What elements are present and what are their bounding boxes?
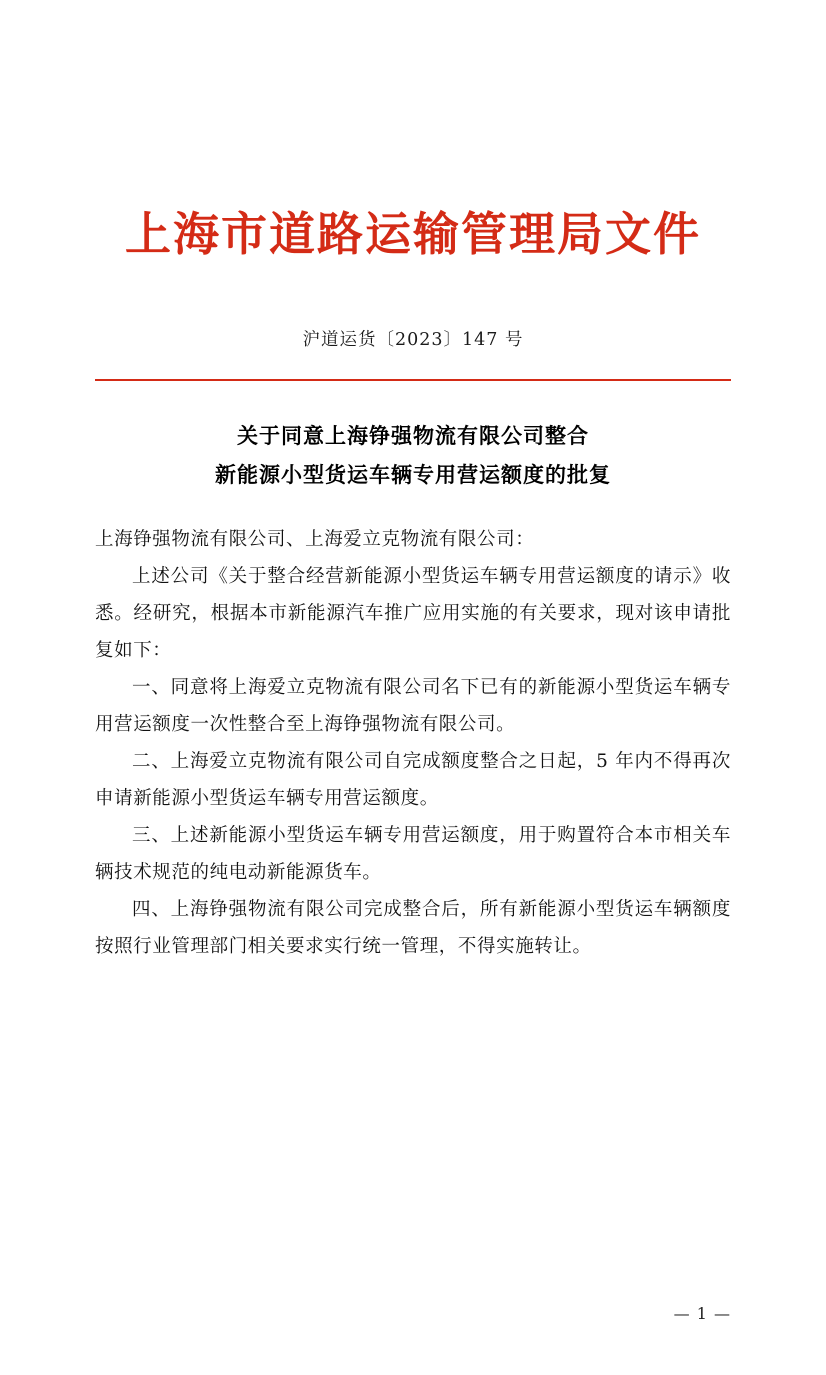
document-body	[95, 521, 731, 965]
body-paragraph-2: 一、同意将上海爱立克物流有限公司名下已有的新能源小型货运车辆专用营运额度一次性整合至上海铮强物流有限公司。	[95, 676, 731, 735]
page-number: — 1 —	[673, 1304, 731, 1323]
subject-line-2: 新能源小型货运车辆专用营运额度的批复	[215, 461, 611, 487]
subject-line-1: 关于同意上海铮强物流有限公司整合	[237, 423, 589, 448]
body-paragraph-1: 上述公司《关于整合经营新能源小型货运车辆专用营运额度的请示》收悉。经研究，根据本市新能源汽车推广应用实施的有关要求，现对该申请批复如下：	[95, 565, 731, 661]
document-number: 沪道运货〔2023〕147 号	[302, 329, 524, 350]
body-paragraph-3: 二、上海爱立克物流有限公司自完成额度整合之日起，5 年内不得再次申请新能源小型货运车辆专用营运额度。	[95, 750, 731, 809]
red-divider-rule	[95, 379, 731, 382]
body-paragraph-4: 三、上述新能源小型货运车辆专用营运额度，用于购置符合本市相关车辆技术规范的纯电动新能源货车。	[95, 824, 731, 883]
document-subject	[95, 417, 731, 495]
document-header-title: 上海市道路运输管理局文件	[125, 207, 701, 261]
addressee-line: 上海铮强物流有限公司、上海爱立克物流有限公司：	[95, 528, 535, 550]
body-paragraph-5: 四、上海铮强物流有限公司完成整合后，所有新能源小型货运车辆额度按照行业管理部门相关要求实行统一管理，不得实施转让。	[95, 898, 731, 957]
document-page	[0, 206, 826, 1375]
